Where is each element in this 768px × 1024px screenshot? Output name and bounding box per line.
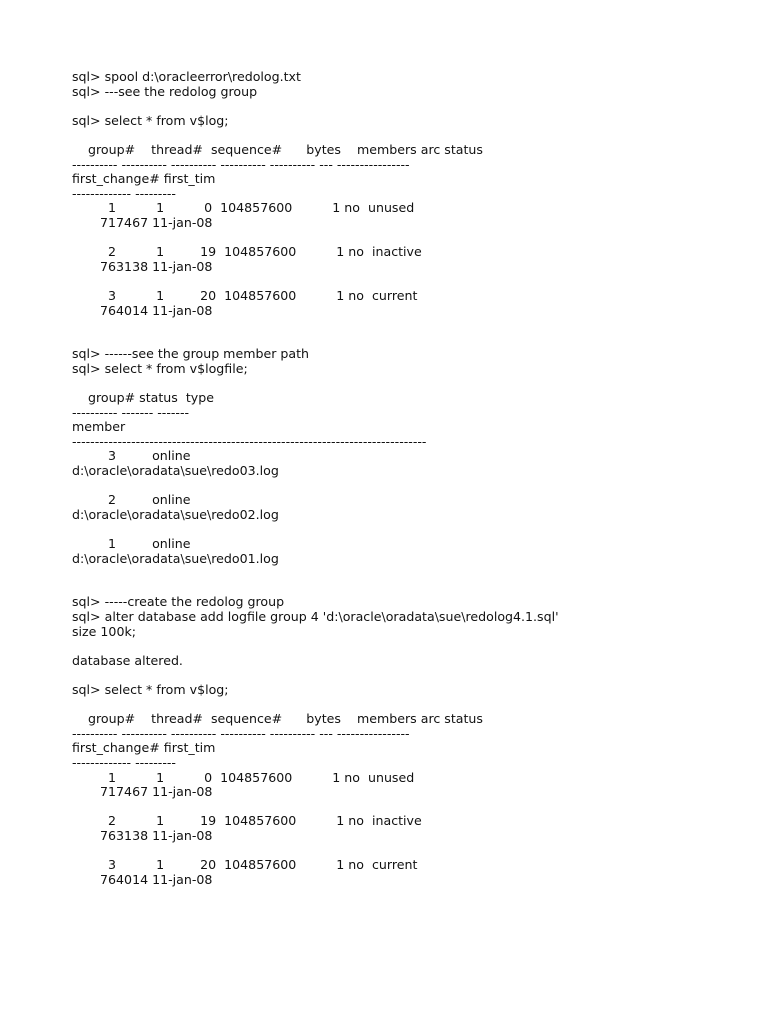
transcript-line: 764014 11-jan-08 — [72, 871, 213, 887]
transcript-line: ------------- --------- — [72, 754, 176, 770]
transcript-line: 717467 11-jan-08 — [72, 214, 213, 230]
transcript-line: 763138 11-jan-08 — [72, 258, 213, 274]
transcript-line: first_change# first_tim — [72, 740, 216, 756]
transcript-line: sql> spool d:\oracleerror\redolog.txt — [72, 69, 301, 84]
transcript-line: sql> ---see the redolog group — [72, 83, 258, 99]
transcript-line: first_change# first_tim — [72, 171, 216, 187]
transcript-line: 1 1 0 104857600 1 no unused — [72, 769, 415, 785]
transcript-line — [72, 639, 752, 654]
sql-session-transcript — [72, 70, 752, 887]
transcript-line: 717467 11-jan-08 — [72, 784, 213, 800]
transcript-line: 764014 11-jan-08 — [72, 302, 213, 318]
transcript-line — [72, 843, 752, 858]
transcript-line — [72, 698, 752, 713]
transcript-line — [72, 128, 752, 143]
transcript-line: sql> ------see the group member path — [72, 346, 310, 362]
transcript-line: 3 1 20 104857600 1 no current — [72, 857, 418, 873]
transcript-line: 2 1 19 104857600 1 no inactive — [72, 813, 422, 829]
transcript-line: ---------- ---------- ---------- ---------- ---------- --- ---------------- — [72, 156, 410, 172]
transcript-line: 2 1 19 104857600 1 no inactive — [72, 244, 422, 260]
transcript-line: 3 online — [72, 448, 191, 464]
transcript-line — [72, 274, 752, 289]
transcript-line — [72, 581, 752, 596]
transcript-line: group# status type — [72, 390, 214, 406]
transcript-line — [72, 376, 752, 391]
transcript-line: sql> alter database add logfile group 4 'd:\oracle\oradata\sue\redolog4.1.sql' — [72, 608, 559, 624]
transcript-line — [72, 566, 752, 581]
transcript-line — [72, 800, 752, 815]
transcript-line: sql> select * from v$log; — [72, 112, 229, 128]
transcript-line: sql> select * from v$logfile; — [72, 360, 248, 376]
transcript-line: database altered. — [72, 652, 183, 668]
transcript-line: d:\oracle\oradata\sue\redo02.log — [72, 506, 279, 522]
transcript-line: 1 1 0 104857600 1 no unused — [72, 200, 415, 216]
transcript-line: 3 1 20 104857600 1 no current — [72, 287, 418, 303]
transcript-line: ---------- ---------- ---------- ---------- ---------- --- ---------------- — [72, 725, 410, 741]
transcript-line: member — [72, 419, 126, 435]
transcript-line — [72, 479, 752, 494]
transcript-line: 2 online — [72, 492, 191, 508]
transcript-line: ---------- ------- ------- — [72, 404, 190, 420]
transcript-line — [72, 333, 752, 348]
transcript-line — [72, 668, 752, 683]
transcript-line — [72, 99, 752, 114]
transcript-line: size 100k; — [72, 623, 136, 639]
transcript-line: sql> select * from v$log; — [72, 681, 229, 697]
transcript-line: ------------------------------------------------------------------------------ — [72, 433, 427, 449]
transcript-line: group# thread# sequence# bytes members arc status — [72, 141, 483, 157]
transcript-line: group# thread# sequence# bytes members arc status — [72, 711, 483, 727]
transcript-line — [72, 231, 752, 246]
transcript-line: 763138 11-jan-08 — [72, 827, 213, 843]
transcript-line: d:\oracle\oradata\sue\redo01.log — [72, 550, 279, 566]
transcript-line — [72, 318, 752, 333]
transcript-line: sql> -----create the redolog group — [72, 594, 285, 610]
transcript-line — [72, 522, 752, 537]
transcript-line: 1 online — [72, 536, 191, 551]
transcript-line: d:\oracle\oradata\sue\redo03.log — [72, 463, 279, 479]
transcript-line: ------------- --------- — [72, 185, 176, 201]
